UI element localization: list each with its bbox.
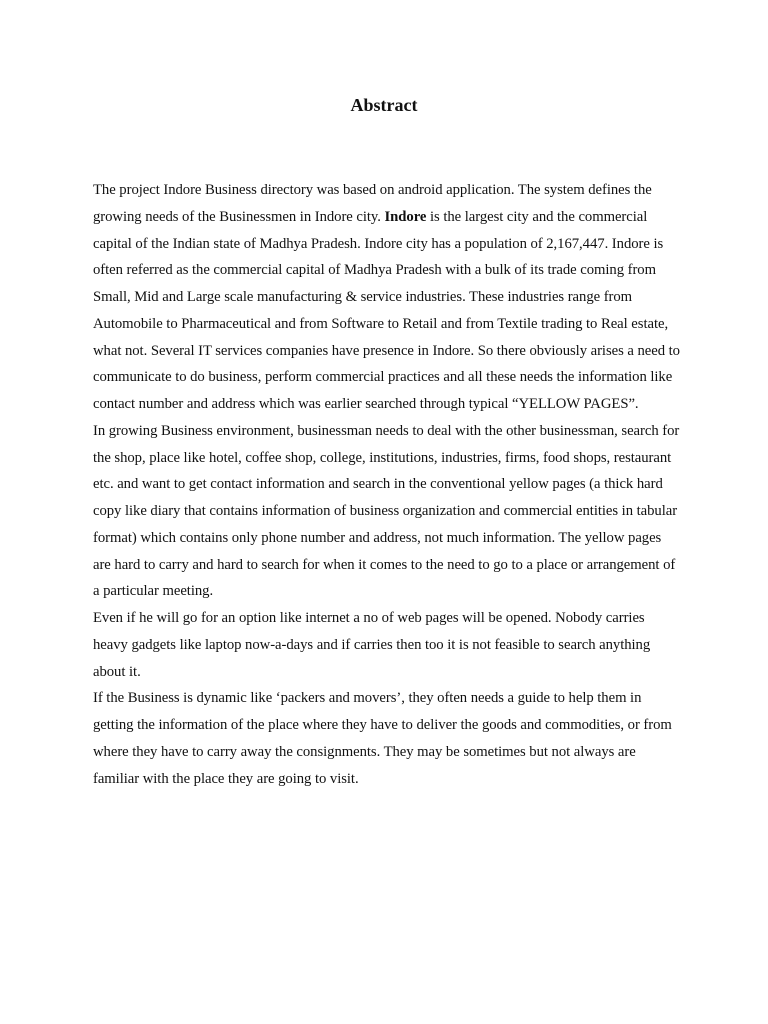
paragraph-4: If the Business is dynamic like ‘packers and movers’, they often needs a guide to help them in getting the information of the place where they have to deliver the goods and commodities, or from where they have to carry away the consignments. They may be sometimes but not always are familiar with the place they are going to visit.	[93, 690, 672, 787]
paragraph-1-bold-term: Indore	[384, 208, 427, 225]
paragraph-2: In growing Business environment, businessman needs to deal with the other businessman, search for the shop, place like hotel, coffee shop, college, institutions, industries, firms, food shops, restaurant etc. and want to get contact information and search in the conventional yellow pages (a thick hard copy like diary that contains information of business organization and commercial entities in tabular format) which contains only phone number and address, not much information. The yellow pages are hard to carry and hard to search for when it comes to the need to go to a place or arrangement of a particular meeting.	[93, 422, 680, 600]
abstract-body	[93, 177, 681, 792]
paragraph-1-text-start: The project Indore Business directory was based on android application. The system defines the growing needs of the Businessmen in Indore city.	[93, 182, 652, 225]
paragraph-3: Even if he will go for an option like internet a no of web pages will be opened. Nobody carries heavy gadgets like laptop now-a-days and if carries then too it is not feasible to search anything about it.	[93, 610, 651, 680]
page-title: Abstract	[350, 95, 418, 115]
paragraph-1-text-end: is the largest city and the commercial capital of the Indian state of Madhya Pradesh. Indore city has a population of 2,167,447. Indore is often referred as the commercial capital of Madhya Pradesh with a bulk of its trade coming from Small, Mid and Large scale manufacturing & service industries. These industries range from Automobile to Pharmaceutical and from Software to Retail and from Textile trading to Real estate, what not. Several IT services companies have presence in Indore. So there obviously arises a need to communicate to do business, perform commercial practices and all these needs the information like contact number and address which was earlier searched through typical “YELLOW PAGES”.	[93, 208, 680, 412]
paragraph-1	[93, 177, 681, 418]
